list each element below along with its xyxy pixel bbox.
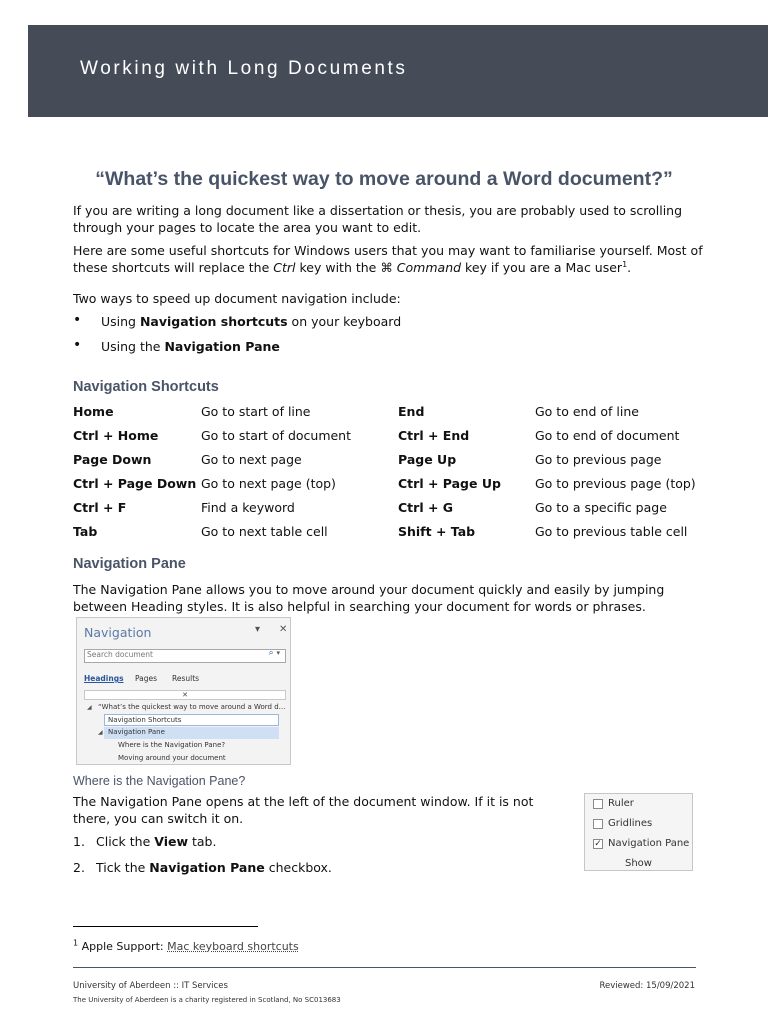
footnote-reference[interactable]: 1	[622, 259, 628, 269]
chevron-down-icon[interactable]: ▾	[255, 624, 261, 635]
search-options-caret-icon[interactable]: ▾	[276, 649, 280, 657]
step-1	[96, 834, 216, 849]
subheading-where-is-pane: Where is the Navigation Pane?	[73, 774, 246, 788]
tab-headings[interactable]: Headings	[84, 674, 124, 683]
header-banner	[28, 25, 768, 117]
tab-pages[interactable]: Pages	[135, 674, 158, 683]
command-key-term: ⌘ Command	[380, 260, 462, 275]
collapse-headings-button[interactable]: ✕	[84, 690, 286, 700]
intro-paragraph-3: Two ways to speed up document navigation include:	[73, 291, 401, 306]
ruler-label: Ruler	[608, 798, 634, 809]
shortcut-description: Go to previous page (top)	[535, 476, 696, 491]
step-2-pre: Tick the	[96, 860, 150, 875]
step-number: 2.	[73, 860, 85, 875]
bullet-1-post: on your keyboard	[287, 314, 402, 329]
shortcut-description: Go to end of document	[535, 428, 680, 443]
bullet-item-1	[101, 314, 401, 329]
shortcut-key: Ctrl + End	[398, 428, 470, 443]
footer-reviewed-date: Reviewed: 15/09/2021	[599, 981, 695, 991]
footer-organisation: University of Aberdeen :: IT Services	[73, 981, 228, 991]
where-paragraph: The Navigation Pane opens at the left of the document window. If it is not there, you can switch it on.	[73, 794, 534, 826]
step-1-pre: Click the	[96, 834, 155, 849]
search-icon[interactable]	[269, 648, 280, 658]
footnote-label: Apple Support:	[78, 940, 168, 953]
section-heading-navigation-pane: Navigation Pane	[73, 556, 186, 572]
shortcut-key: Ctrl + G	[398, 500, 454, 515]
navigation-pane-screenshot	[76, 617, 291, 765]
view-show-group-screenshot	[584, 793, 693, 871]
intro-paragraph-1: If you are writing a long document like a dissertation or thesis, you are probably used to scrolling through your pages to locate the area you want to edit.	[73, 203, 683, 235]
shortcut-key: Ctrl + Page Up	[398, 476, 501, 491]
intro-p2-end: .	[627, 260, 632, 275]
bullet-icon: •	[73, 337, 82, 353]
heading-item[interactable]: Navigation Pane	[108, 728, 165, 736]
navigation-pane-label: Navigation Pane	[608, 838, 690, 849]
intro-paragraph-2	[73, 242, 713, 276]
heading-item[interactable]: Where is the Navigation Pane?	[118, 741, 226, 749]
step-2-post: checkbox.	[264, 860, 332, 875]
navigation-pane-title: Navigation	[84, 625, 152, 640]
shortcut-key: Page Down	[73, 452, 152, 467]
collapse-caret-icon[interactable]: ◢	[87, 704, 92, 711]
ruler-checkbox[interactable]	[593, 799, 603, 809]
intro-p2-text-3: key if you are a Mac user	[461, 260, 623, 275]
step-1-bold: View	[154, 834, 189, 849]
shortcut-description: Go to start of line	[201, 404, 311, 419]
show-group-label: Show	[625, 858, 652, 869]
shortcut-description: Go to end of line	[535, 404, 639, 419]
footer-charity-notice: The University of Aberdeen is a charity registered in Scotland, No SC013683	[73, 996, 341, 1004]
document-series-title: Working with Long Documents	[80, 58, 408, 79]
bullet-2-bold: Navigation Pane	[164, 339, 280, 354]
shortcut-key: Page Up	[398, 452, 457, 467]
footer-divider	[73, 967, 696, 968]
footnote-number: 1	[73, 938, 79, 948]
shortcut-key: Home	[73, 404, 114, 419]
navigation-pane-checkbox[interactable]: ✓	[594, 839, 602, 849]
search-input[interactable]	[84, 649, 286, 663]
bullet-icon: •	[73, 312, 82, 328]
bullet-item-2	[101, 339, 280, 354]
heading-item[interactable]: Moving around your document	[118, 754, 226, 762]
shortcut-key: Ctrl + F	[73, 500, 127, 515]
step-2-bold: Navigation Pane	[149, 860, 265, 875]
ctrl-key-term: Ctrl	[273, 260, 296, 275]
shortcut-key: Ctrl + Home	[73, 428, 159, 443]
shortcut-description: Go to previous table cell	[535, 524, 688, 539]
shortcut-key: Shift + Tab	[398, 524, 476, 539]
section-heading-shortcuts: Navigation Shortcuts	[73, 379, 219, 395]
mac-shortcuts-link[interactable]: Mac keyboard shortcuts	[167, 940, 299, 953]
search-icon-glyph: ⌕	[268, 648, 274, 658]
shortcut-key: Ctrl + Page Down	[73, 476, 197, 491]
shortcut-description: Go to next page	[201, 452, 302, 467]
close-icon[interactable]: ✕	[279, 624, 288, 635]
bullet-1-bold: Navigation shortcuts	[139, 314, 288, 329]
bullet-1-pre: Using	[101, 314, 140, 329]
shortcut-description: Go to next table cell	[201, 524, 328, 539]
step-1-post: tab.	[188, 834, 217, 849]
shortcut-description: Find a keyword	[201, 500, 295, 515]
heading-item[interactable]: Navigation Shortcuts	[108, 716, 182, 724]
shortcut-description: Go to previous page	[535, 452, 662, 467]
shortcut-key: End	[398, 404, 425, 419]
intro-p2-text: Here are some useful shortcuts for Windows users that you may want to familiarise yourself. Most of these shortcuts will replace the	[73, 243, 703, 275]
page-title: “What’s the quickest way to move around a Word document?”	[95, 168, 673, 190]
heading-item[interactable]: “What’s the quickest way to move around a Word d...	[98, 703, 286, 711]
gridlines-label: Gridlines	[608, 818, 653, 829]
bullet-2-pre: Using the	[101, 339, 165, 354]
gridlines-checkbox[interactable]	[593, 819, 603, 829]
navigation-pane-paragraph: The Navigation Pane allows you to move around your document quickly and easily by jumping between Heading styles. It is also helpful in searching your document for words or phrases.	[73, 582, 665, 614]
shortcut-key: Tab	[73, 524, 98, 539]
footnote	[73, 940, 299, 953]
collapse-caret-icon[interactable]: ◢	[98, 729, 103, 736]
intro-p2-text-2: key with the	[295, 260, 381, 275]
shortcut-description: Go to next page (top)	[201, 476, 336, 491]
step-number: 1.	[73, 834, 85, 849]
search-placeholder: Search document	[87, 650, 153, 659]
footnote-divider	[73, 926, 258, 927]
shortcut-description: Go to start of document	[201, 428, 352, 443]
tab-results[interactable]: Results	[172, 674, 200, 683]
step-2	[96, 860, 332, 875]
shortcut-description: Go to a specific page	[535, 500, 667, 515]
